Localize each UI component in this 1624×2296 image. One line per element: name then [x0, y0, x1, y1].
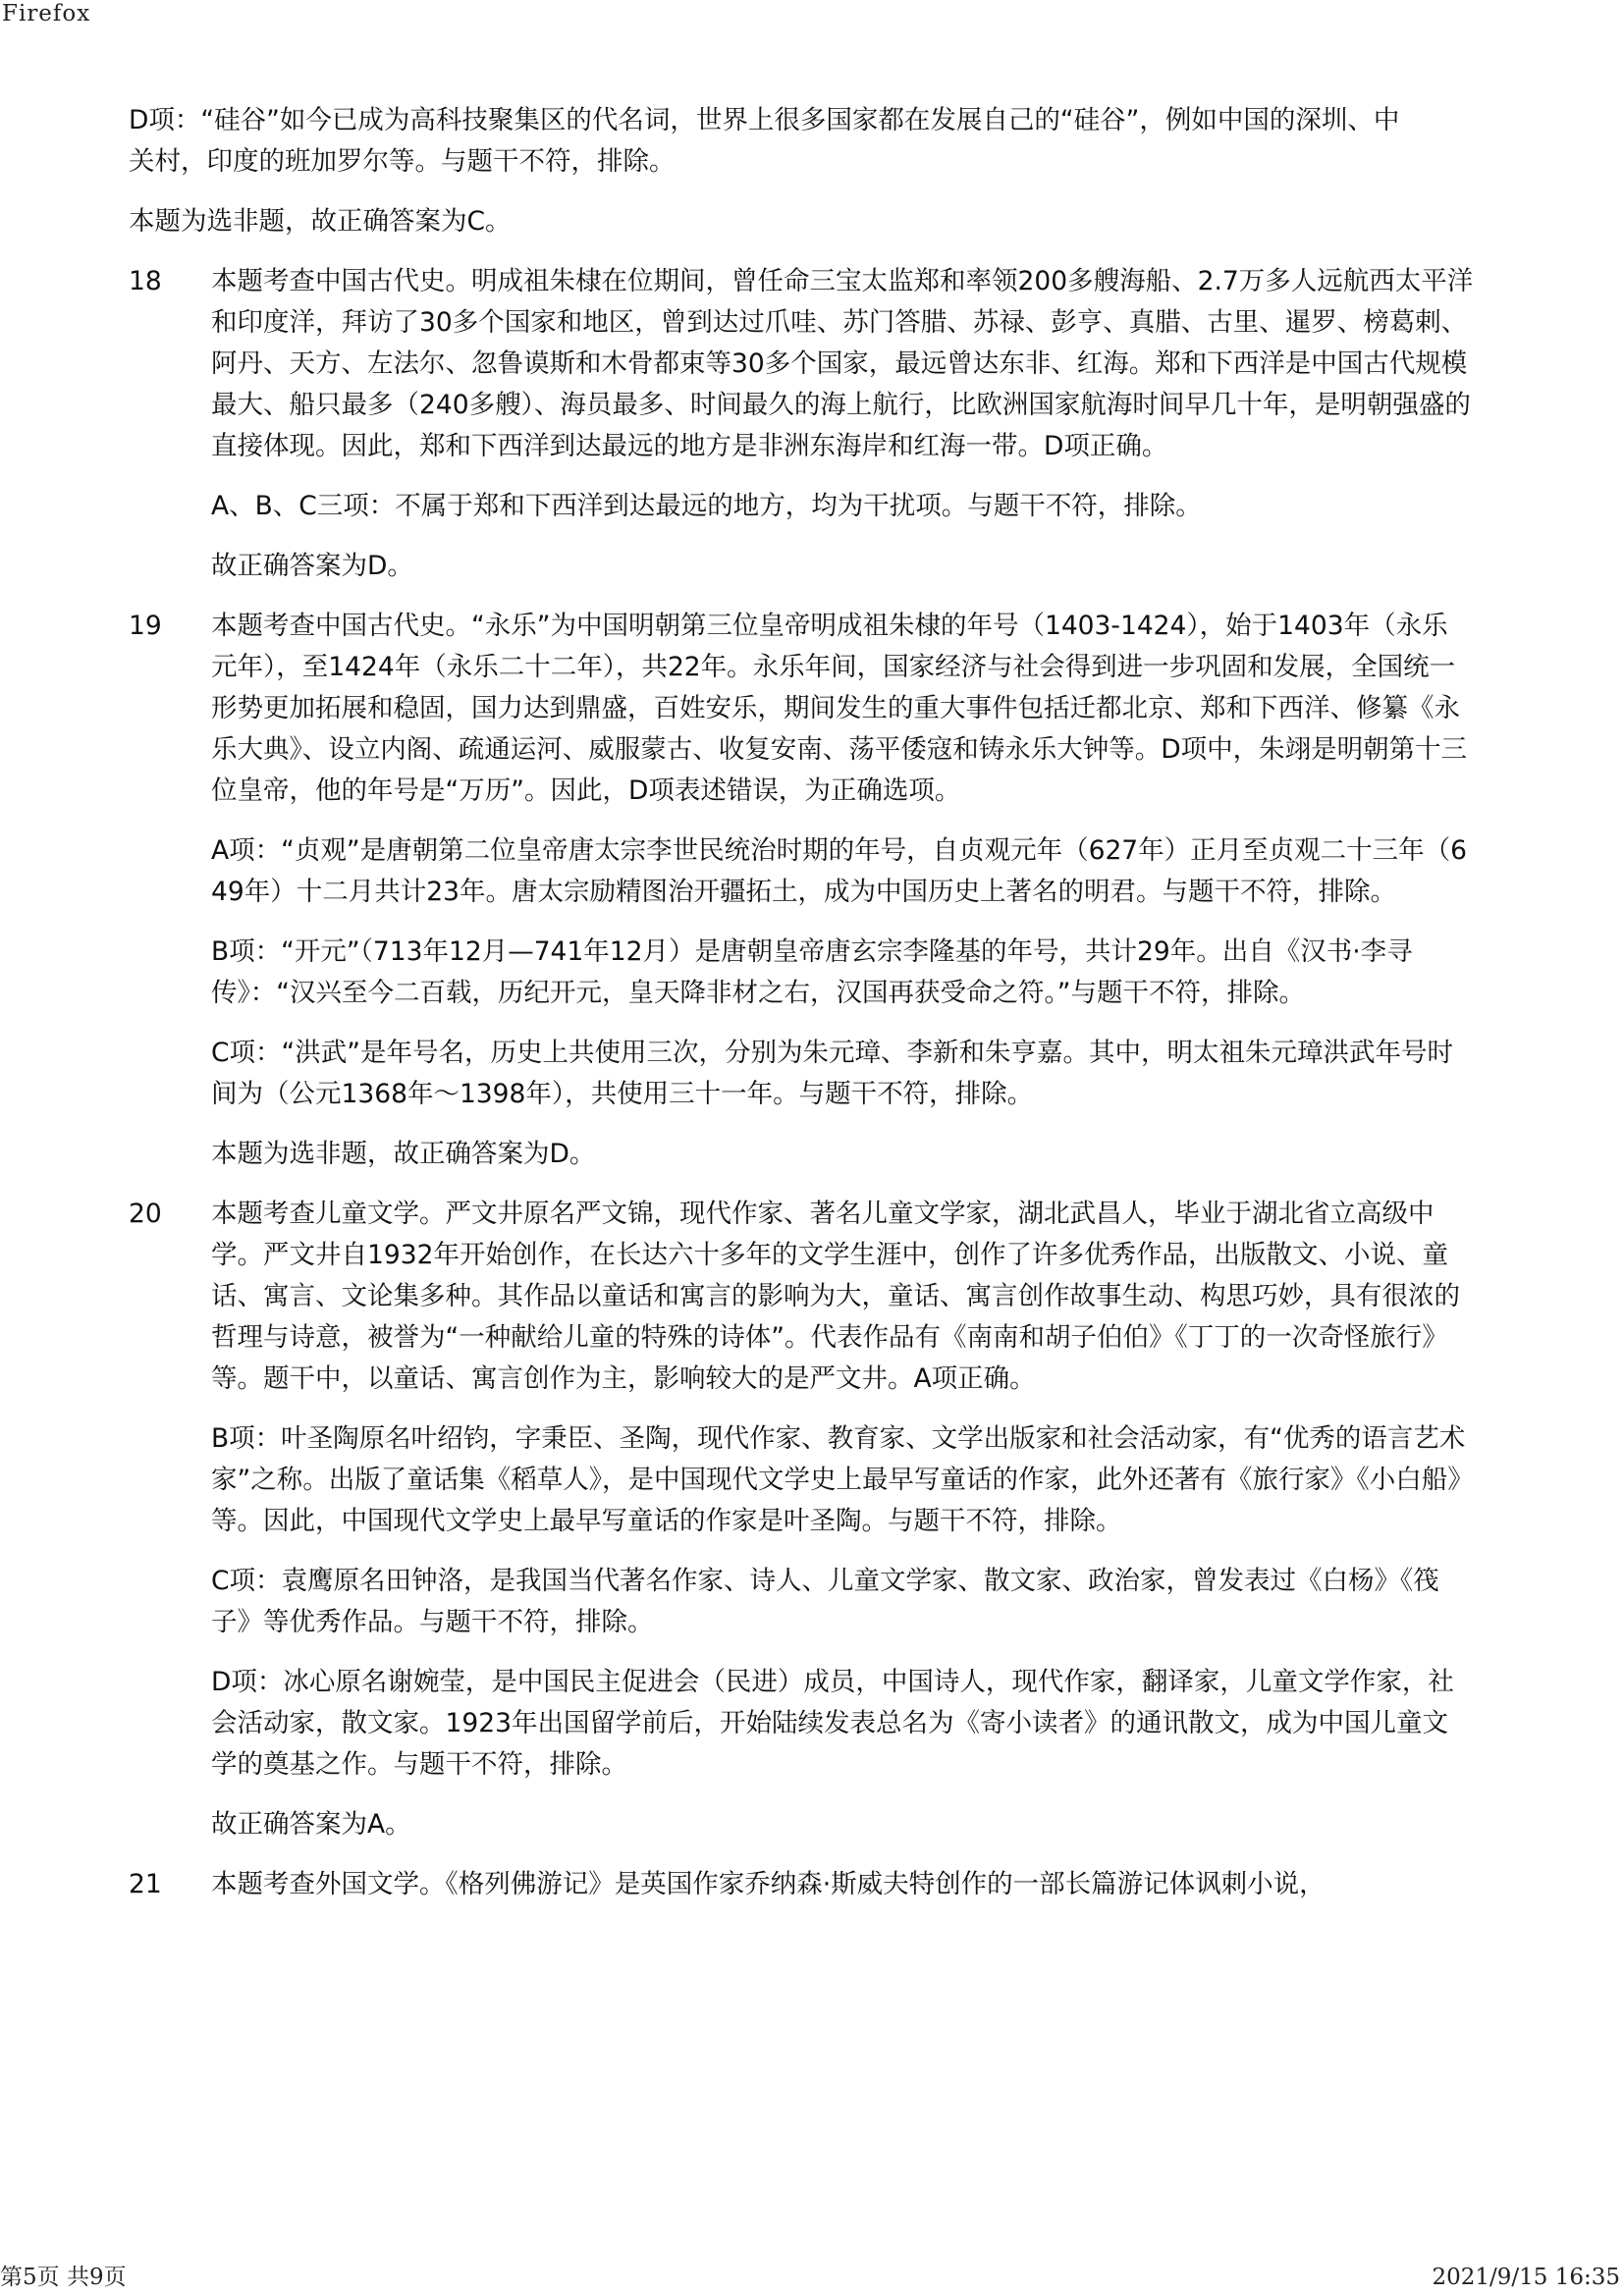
explanation-paragraph: A、B、C三项：不属于郑和下西洋到达最远的地方，均为干扰项。与题干不符，排除。: [211, 491, 1202, 521]
document-body: [129, 100, 1474, 1924]
intro-option-d: D项：“硅谷”如今已成为高科技聚集区的代名词，世界上很多国家都在发展自己的“硅谷”，例如中国的深圳、中关村，印度的班加罗尔等。与题干不符，排除。: [129, 105, 1400, 177]
question-number: 19: [129, 611, 162, 641]
browser-title: Firefox: [2, 1, 91, 27]
explanation-paragraph: C项：袁鹰原名田钟洛，是我国当代著名作家、诗人、儿童文学家、散文家、政治家，曾发表过《白杨》《筏子》等优秀作品。与题干不符，排除。: [211, 1566, 1439, 1637]
print-timestamp: 2021/9/15 16:35: [1432, 2265, 1620, 2290]
question-number: 18: [129, 266, 162, 296]
explanation-paragraph: B项：叶圣陶原名叶绍钧，字秉臣、圣陶，现代作家、教育家、文学出版家和社会活动家，有“优秀的语言艺术家”之称。出版了童话集《稻草人》，是中国现代文学史上最早写童话的作家，此外还著有《旅行家》《小白船》等。因此，中国现代文学史上最早写童话的作家是叶圣陶。与题干不符，排除。: [211, 1423, 1474, 1536]
explanation-paragraph: 本题考查儿童文学。严文井原名严文锦，现代作家、著名儿童文学家，湖北武昌人，毕业于湖北省立高级中学。严文井自1932年开始创作，在长达六十多年的文学生涯中，创作了许多优秀作品，出版散文、小说、童话、寓言、文论集多种。其作品以童话和寓言的影响为大，童话、寓言创作故事生动、构思巧妙，具有很浓的哲理与诗意，被誉为“一种献给儿童的特殊的诗体”。代表作品有《南南和胡子伯伯》《丁丁的一次奇怪旅行》等。题干中，以童话、寓言创作为主，影响较大的是严文井。A项正确。: [211, 1199, 1460, 1394]
explanation-paragraph: D项：冰心原名谢婉莹，是中国民主促进会（民进）成员，中国诗人，现代作家，翻译家，儿童文学作家，社会活动家，散文家。1923年出国留学前后，开始陆续发表总名为《寄小读者》的通讯散文，成为中国儿童文学的奠基之作。与题干不符，排除。: [211, 1667, 1454, 1780]
explanation-paragraph: 本题考查中国古代史。“永乐”为中国明朝第三位皇帝明成祖朱棣的年号（1403-1424），始于1403年（永乐元年），至1424年（永乐二十二年），共22年。永乐年间，国家经济与社会得到进一步巩固和发展，全国统一形势更加拓展和稳固，国力达到鼎盛，百姓安乐，期间发生的重大事件包括迁都北京、郑和下西洋、修纂《永乐大典》、设立内阁、疏通运河、威服蒙古、收复安南、荡平倭寇和铸永乐大钟等。D项中，朱翊是明朝第十三位皇帝，他的年号是“万历”。因此，D项表述错误，为正确选项。: [211, 611, 1468, 806]
question-number: 21: [129, 1869, 162, 1899]
question-item-20: [129, 1194, 1474, 1845]
explanation-paragraph: A项：“贞观”是唐朝第二位皇帝唐太宗李世民统治时期的年号，自贞观元年（627年）正月至贞观二十三年（649年）十二月共计23年。唐太宗励精图治开疆拓土，成为中国历史上著名的明君。与题干不符，排除。: [211, 835, 1468, 907]
explanation-paragraph: C项：“洪武”是年号名，历史上共使用三次，分别为朱元璋、李新和朱亨嘉。其中，明太祖朱元璋洪武年号时间为（公元1368年～1398年），共使用三十一年。与题干不符，排除。: [211, 1038, 1453, 1109]
question-item-18: [129, 261, 1474, 587]
page-indicator: 第5页 共9页: [0, 2265, 127, 2290]
explanation-paragraph: B项：“开元”（713年12月—741年12月）是唐朝皇帝唐玄宗李隆基的年号，共计29年。出自《汉书·李寻传》：“汉兴至今二百载，历纪开元，皇天降非材之右，汉国再获受命之符。”与题干不符，排除。: [211, 936, 1413, 1008]
explanation-paragraph: 本题考查外国文学。《格列佛游记》是英国作家乔纳森·斯威夫特创作的一部长篇游记体讽刺小说，: [211, 1869, 1326, 1899]
answer-line: 故正确答案为A。: [211, 1809, 411, 1840]
question-item-21: [129, 1864, 1474, 1905]
answer-line: 本题为选非题，故正确答案为D。: [211, 1139, 596, 1169]
question-item-19: [129, 606, 1474, 1175]
answer-line: 故正确答案为D。: [211, 551, 413, 581]
intro-answer: 本题为选非题，故正确答案为C。: [129, 206, 512, 237]
explanation-paragraph: 本题考查中国古代史。明成祖朱棣在位期间，曾任命三宝太监郑和率领200多艘海船、2.7万多人远航西太平洋和印度洋，拜访了30多个国家和地区，曾到达过爪哇、苏门答腊、苏禄、彭亨、真腊、古里、暹罗、榜葛剌、阿丹、天方、左法尔、忽鲁谟斯和木骨都束等30多个国家，最远曾达东非、红海。郑和下西洋是中国古代规模最大、船只最多（240多艘）、海员最多、时间最久的海上航行，比欧洲国家航海时间早几十年，是明朝强盛的直接体现。因此，郑和下西洋到达最远的地方是非洲东海岸和红海一带。D项正确。: [211, 266, 1474, 461]
question-number: 20: [129, 1199, 162, 1229]
